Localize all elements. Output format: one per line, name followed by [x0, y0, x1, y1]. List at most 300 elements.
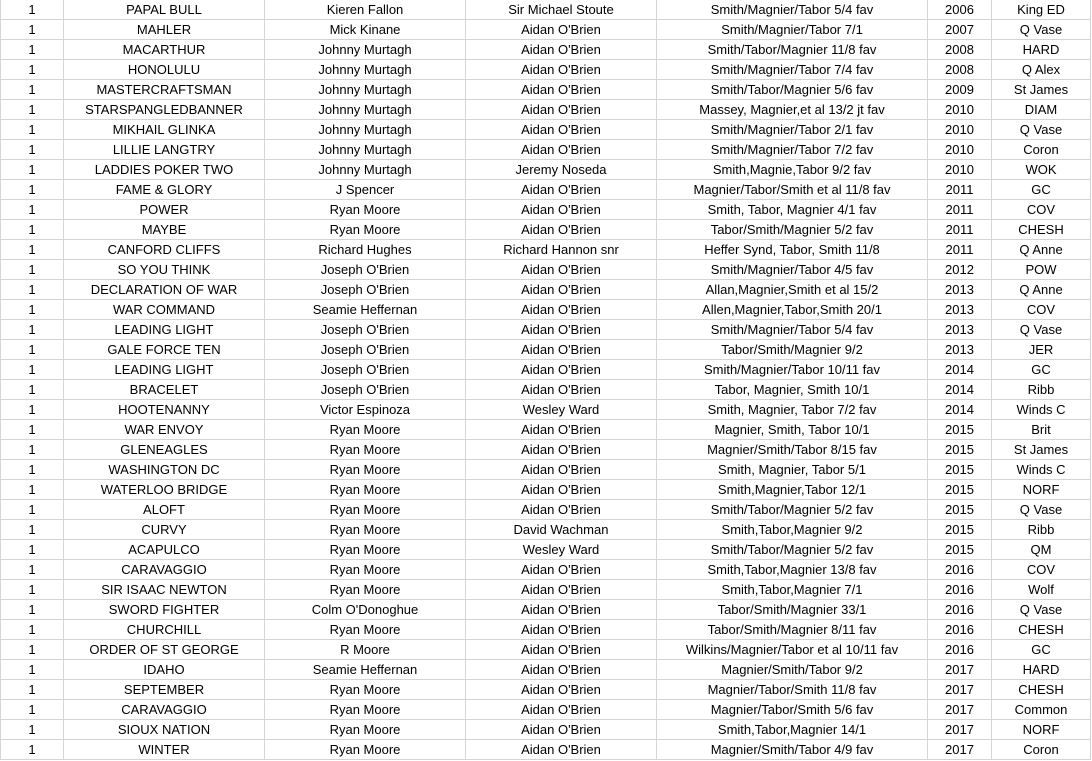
cell-position[interactable]: 1 — [1, 400, 64, 420]
cell-race[interactable]: Winds C — [992, 460, 1091, 480]
cell-trainer[interactable]: Aidan O'Brien — [466, 600, 657, 620]
cell-horse[interactable]: WAR COMMAND — [64, 300, 265, 320]
cell-horse[interactable]: LEADING LIGHT — [64, 360, 265, 380]
cell-race[interactable]: CHESH — [992, 680, 1091, 700]
cell-position[interactable]: 1 — [1, 140, 64, 160]
cell-owners-odds[interactable]: Wilkins/Magnier/Tabor et al 10/11 fav — [657, 640, 928, 660]
cell-trainer[interactable]: Aidan O'Brien — [466, 60, 657, 80]
cell-owners-odds[interactable]: Smith/Tabor/Magnier 5/2 fav — [657, 500, 928, 520]
cell-year[interactable]: 2010 — [928, 100, 992, 120]
cell-race[interactable]: Q Anne — [992, 280, 1091, 300]
cell-trainer[interactable]: Aidan O'Brien — [466, 660, 657, 680]
cell-horse[interactable]: LEADING LIGHT — [64, 320, 265, 340]
table-row — [1, 280, 1091, 300]
table-row — [1, 620, 1091, 640]
cell-year[interactable]: 2013 — [928, 300, 992, 320]
cell-trainer[interactable]: Aidan O'Brien — [466, 560, 657, 580]
cell-owners-odds[interactable]: Tabor/Smith/Magnier 5/2 fav — [657, 220, 928, 240]
cell-owners-odds[interactable]: Magnier/Tabor/Smith 11/8 fav — [657, 680, 928, 700]
cell-trainer[interactable]: David Wachman — [466, 520, 657, 540]
table-row — [1, 320, 1091, 340]
cell-horse[interactable]: FAME & GLORY — [64, 180, 265, 200]
cell-position[interactable]: 1 — [1, 180, 64, 200]
cell-jockey[interactable]: Ryan Moore — [265, 740, 466, 760]
cell-race[interactable]: Q Vase — [992, 600, 1091, 620]
cell-owners-odds[interactable]: Smith,Tabor,Magnier 7/1 — [657, 580, 928, 600]
cell-jockey[interactable]: Ryan Moore — [265, 520, 466, 540]
cell-year[interactable]: 2015 — [928, 500, 992, 520]
cell-position[interactable]: 1 — [1, 500, 64, 520]
table-row — [1, 580, 1091, 600]
cell-position[interactable]: 1 — [1, 660, 64, 680]
cell-horse[interactable]: BRACELET — [64, 380, 265, 400]
cell-jockey[interactable]: Ryan Moore — [265, 680, 466, 700]
cell-jockey[interactable]: Johnny Murtagh — [265, 120, 466, 140]
table-row — [1, 660, 1091, 680]
cell-horse[interactable]: SIOUX NATION — [64, 720, 265, 740]
cell-position[interactable]: 1 — [1, 560, 64, 580]
cell-jockey[interactable]: Ryan Moore — [265, 500, 466, 520]
cell-race[interactable]: Q Vase — [992, 500, 1091, 520]
cell-race[interactable]: Q Vase — [992, 120, 1091, 140]
cell-position[interactable]: 1 — [1, 620, 64, 640]
cell-position[interactable]: 1 — [1, 600, 64, 620]
cell-trainer[interactable]: Aidan O'Brien — [466, 620, 657, 640]
cell-jockey[interactable]: Johnny Murtagh — [265, 140, 466, 160]
cell-year[interactable]: 2013 — [928, 340, 992, 360]
cell-owners-odds[interactable]: Tabor/Smith/Magnier 9/2 — [657, 340, 928, 360]
cell-position[interactable]: 1 — [1, 300, 64, 320]
cell-race[interactable]: COV — [992, 300, 1091, 320]
cell-jockey[interactable]: Ryan Moore — [265, 460, 466, 480]
cell-jockey[interactable]: R Moore — [265, 640, 466, 660]
cell-year[interactable]: 2016 — [928, 560, 992, 580]
cell-trainer[interactable]: Aidan O'Brien — [466, 360, 657, 380]
cell-jockey[interactable]: Ryan Moore — [265, 580, 466, 600]
cell-owners-odds[interactable]: Smith/Magnier/Tabor 5/4 fav — [657, 0, 928, 20]
cell-trainer[interactable]: Aidan O'Brien — [466, 440, 657, 460]
table-row — [1, 700, 1091, 720]
cell-race[interactable]: Coron — [992, 740, 1091, 760]
cell-owners-odds[interactable]: Allen,Magnier,Tabor,Smith 20/1 — [657, 300, 928, 320]
table-row — [1, 460, 1091, 480]
cell-year[interactable]: 2006 — [928, 0, 992, 20]
cell-horse[interactable]: GALE FORCE TEN — [64, 340, 265, 360]
cell-jockey[interactable]: Ryan Moore — [265, 440, 466, 460]
cell-position[interactable]: 1 — [1, 220, 64, 240]
cell-year[interactable]: 2016 — [928, 600, 992, 620]
cell-trainer[interactable]: Aidan O'Brien — [466, 260, 657, 280]
cell-owners-odds[interactable]: Smith/Magnier/Tabor 10/11 fav — [657, 360, 928, 380]
cell-race[interactable]: GC — [992, 360, 1091, 380]
cell-owners-odds[interactable]: Smith,Tabor,Magnier 14/1 — [657, 720, 928, 740]
cell-horse[interactable]: SWORD FIGHTER — [64, 600, 265, 620]
table-row — [1, 20, 1091, 40]
cell-horse[interactable]: SEPTEMBER — [64, 680, 265, 700]
cell-owners-odds[interactable]: Magnier/Tabor/Smith 5/6 fav — [657, 700, 928, 720]
cell-jockey[interactable]: Richard Hughes — [265, 240, 466, 260]
cell-owners-odds[interactable]: Smith,Tabor,Magnier 13/8 fav — [657, 560, 928, 580]
cell-year[interactable]: 2008 — [928, 40, 992, 60]
cell-owners-odds[interactable]: Smith/Magnier/Tabor 5/4 fav — [657, 320, 928, 340]
table-row — [1, 480, 1091, 500]
cell-trainer[interactable]: Aidan O'Brien — [466, 420, 657, 440]
cell-horse[interactable]: WASHINGTON DC — [64, 460, 265, 480]
cell-horse[interactable]: CARAVAGGIO — [64, 700, 265, 720]
cell-position[interactable]: 1 — [1, 720, 64, 740]
cell-race[interactable]: CHESH — [992, 620, 1091, 640]
cell-position[interactable]: 1 — [1, 120, 64, 140]
table-row — [1, 640, 1091, 660]
cell-race[interactable]: Brit — [992, 420, 1091, 440]
cell-horse[interactable]: WATERLOO BRIDGE — [64, 480, 265, 500]
cell-year[interactable]: 2017 — [928, 660, 992, 680]
cell-race[interactable]: St James — [992, 80, 1091, 100]
cell-horse[interactable]: MIKHAIL GLINKA — [64, 120, 265, 140]
cell-race[interactable]: HARD — [992, 40, 1091, 60]
cell-horse[interactable]: ACAPULCO — [64, 540, 265, 560]
cell-year[interactable]: 2016 — [928, 620, 992, 640]
table-row — [1, 200, 1091, 220]
cell-year[interactable]: 2010 — [928, 160, 992, 180]
cell-trainer[interactable]: Sir Michael Stoute — [466, 0, 657, 20]
cell-year[interactable]: 2017 — [928, 680, 992, 700]
cell-position[interactable]: 1 — [1, 260, 64, 280]
cell-race[interactable]: NORF — [992, 480, 1091, 500]
cell-race[interactable]: Q Alex — [992, 60, 1091, 80]
table-row — [1, 260, 1091, 280]
cell-position[interactable]: 1 — [1, 540, 64, 560]
cell-race[interactable]: Winds C — [992, 400, 1091, 420]
cell-race[interactable]: GC — [992, 180, 1091, 200]
cell-owners-odds[interactable]: Smith,Magnie,Tabor 9/2 fav — [657, 160, 928, 180]
table-row — [1, 140, 1091, 160]
cell-horse[interactable]: PAPAL BULL — [64, 0, 265, 20]
cell-trainer[interactable]: Aidan O'Brien — [466, 640, 657, 660]
cell-owners-odds[interactable]: Allan,Magnier,Smith et al 15/2 — [657, 280, 928, 300]
cell-year[interactable]: 2017 — [928, 720, 992, 740]
cell-horse[interactable]: CURVY — [64, 520, 265, 540]
cell-position[interactable]: 1 — [1, 360, 64, 380]
cell-race[interactable]: CHESH — [992, 220, 1091, 240]
cell-position[interactable]: 1 — [1, 420, 64, 440]
cell-year[interactable]: 2017 — [928, 700, 992, 720]
cell-position[interactable]: 1 — [1, 740, 64, 760]
cell-position[interactable]: 1 — [1, 320, 64, 340]
table-row — [1, 60, 1091, 80]
cell-horse[interactable]: POWER — [64, 200, 265, 220]
table-row — [1, 740, 1091, 760]
cell-position[interactable]: 1 — [1, 460, 64, 480]
cell-trainer[interactable]: Aidan O'Brien — [466, 740, 657, 760]
cell-year[interactable]: 2014 — [928, 400, 992, 420]
table-row — [1, 440, 1091, 460]
cell-year[interactable]: 2009 — [928, 80, 992, 100]
cell-trainer[interactable]: Aidan O'Brien — [466, 140, 657, 160]
cell-race[interactable]: JER — [992, 340, 1091, 360]
cell-year[interactable]: 2015 — [928, 480, 992, 500]
cell-owners-odds[interactable]: Tabor/Smith/Magnier 8/11 fav — [657, 620, 928, 640]
cell-jockey[interactable]: Johnny Murtagh — [265, 80, 466, 100]
cell-position[interactable]: 1 — [1, 680, 64, 700]
cell-race[interactable]: QM — [992, 540, 1091, 560]
cell-position[interactable]: 1 — [1, 0, 64, 20]
cell-jockey[interactable]: Ryan Moore — [265, 540, 466, 560]
table-row — [1, 420, 1091, 440]
cell-race[interactable]: POW — [992, 260, 1091, 280]
cell-horse[interactable]: SIR ISAAC NEWTON — [64, 580, 265, 600]
cell-position[interactable]: 1 — [1, 640, 64, 660]
cell-horse[interactable]: WAR ENVOY — [64, 420, 265, 440]
cell-jockey[interactable]: Joseph O'Brien — [265, 260, 466, 280]
cell-trainer[interactable]: Aidan O'Brien — [466, 300, 657, 320]
cell-jockey[interactable]: Ryan Moore — [265, 720, 466, 740]
table-row — [1, 380, 1091, 400]
cell-trainer[interactable]: Wesley Ward — [466, 400, 657, 420]
cell-trainer[interactable]: Aidan O'Brien — [466, 40, 657, 60]
cell-horse[interactable]: WINTER — [64, 740, 265, 760]
cell-position[interactable]: 1 — [1, 520, 64, 540]
cell-jockey[interactable]: Johnny Murtagh — [265, 160, 466, 180]
cell-race[interactable]: St James — [992, 440, 1091, 460]
cell-year[interactable]: 2007 — [928, 20, 992, 40]
cell-trainer[interactable]: Aidan O'Brien — [466, 320, 657, 340]
cell-jockey[interactable]: Ryan Moore — [265, 200, 466, 220]
cell-jockey[interactable]: Joseph O'Brien — [265, 360, 466, 380]
cell-jockey[interactable]: Johnny Murtagh — [265, 60, 466, 80]
table-row — [1, 120, 1091, 140]
cell-race[interactable]: Coron — [992, 140, 1091, 160]
cell-race[interactable]: HARD — [992, 660, 1091, 680]
cell-year[interactable]: 2011 — [928, 180, 992, 200]
cell-year[interactable]: 2016 — [928, 580, 992, 600]
cell-owners-odds[interactable]: Magnier/Smith/Tabor 8/15 fav — [657, 440, 928, 460]
cell-jockey[interactable]: Ryan Moore — [265, 480, 466, 500]
cell-position[interactable]: 1 — [1, 200, 64, 220]
cell-jockey[interactable]: Joseph O'Brien — [265, 340, 466, 360]
cell-race[interactable]: King ED — [992, 0, 1091, 20]
cell-jockey[interactable]: Joseph O'Brien — [265, 380, 466, 400]
cell-jockey[interactable]: Johnny Murtagh — [265, 100, 466, 120]
cell-year[interactable]: 2015 — [928, 520, 992, 540]
cell-trainer[interactable]: Aidan O'Brien — [466, 720, 657, 740]
cell-year[interactable]: 2015 — [928, 440, 992, 460]
cell-jockey[interactable]: Seamie Heffernan — [265, 660, 466, 680]
cell-horse[interactable]: HONOLULU — [64, 60, 265, 80]
cell-position[interactable]: 1 — [1, 280, 64, 300]
cell-owners-odds[interactable]: Magnier, Smith, Tabor 10/1 — [657, 420, 928, 440]
cell-owners-odds[interactable]: Magnier/Tabor/Smith et al 11/8 fav — [657, 180, 928, 200]
cell-owners-odds[interactable]: Smith/Tabor/Magnier 5/2 fav — [657, 540, 928, 560]
cell-position[interactable]: 1 — [1, 20, 64, 40]
cell-year[interactable]: 2012 — [928, 260, 992, 280]
cell-year[interactable]: 2015 — [928, 460, 992, 480]
cell-trainer[interactable]: Aidan O'Brien — [466, 580, 657, 600]
cell-position[interactable]: 1 — [1, 40, 64, 60]
cell-trainer[interactable]: Aidan O'Brien — [466, 80, 657, 100]
cell-year[interactable]: 2010 — [928, 140, 992, 160]
cell-race[interactable]: COV — [992, 560, 1091, 580]
cell-horse[interactable]: DECLARATION OF WAR — [64, 280, 265, 300]
cell-horse[interactable]: ALOFT — [64, 500, 265, 520]
cell-horse[interactable]: MACARTHUR — [64, 40, 265, 60]
cell-owners-odds[interactable]: Magnier/Smith/Tabor 4/9 fav — [657, 740, 928, 760]
cell-trainer[interactable]: Aidan O'Brien — [466, 700, 657, 720]
cell-race[interactable]: Ribb — [992, 520, 1091, 540]
cell-owners-odds[interactable]: Smith/Magnier/Tabor 2/1 fav — [657, 120, 928, 140]
cell-horse[interactable]: LADDIES POKER TWO — [64, 160, 265, 180]
cell-race[interactable]: Q Vase — [992, 20, 1091, 40]
table-row — [1, 0, 1091, 20]
cell-position[interactable]: 1 — [1, 80, 64, 100]
cell-trainer[interactable]: Aidan O'Brien — [466, 120, 657, 140]
cell-owners-odds[interactable]: Smith/Tabor/Magnier 5/6 fav — [657, 80, 928, 100]
cell-race[interactable]: Q Anne — [992, 240, 1091, 260]
cell-jockey[interactable]: Ryan Moore — [265, 700, 466, 720]
cell-owners-odds[interactable]: Smith/Magnier/Tabor 7/2 fav — [657, 140, 928, 160]
cell-owners-odds[interactable]: Tabor/Smith/Magnier 33/1 — [657, 600, 928, 620]
cell-trainer[interactable]: Jeremy Noseda — [466, 160, 657, 180]
cell-trainer[interactable]: Aidan O'Brien — [466, 480, 657, 500]
cell-jockey[interactable]: Ryan Moore — [265, 620, 466, 640]
table-row — [1, 40, 1091, 60]
cell-year[interactable]: 2017 — [928, 740, 992, 760]
cell-jockey[interactable]: Kieren Fallon — [265, 0, 466, 20]
cell-jockey[interactable]: Mick Kinane — [265, 20, 466, 40]
cell-jockey[interactable]: Joseph O'Brien — [265, 320, 466, 340]
cell-trainer[interactable]: Wesley Ward — [466, 540, 657, 560]
cell-jockey[interactable]: Ryan Moore — [265, 560, 466, 580]
cell-race[interactable]: DIAM — [992, 100, 1091, 120]
cell-jockey[interactable]: Johnny Murtagh — [265, 40, 466, 60]
cell-jockey[interactable]: Seamie Heffernan — [265, 300, 466, 320]
cell-jockey[interactable]: J Spencer — [265, 180, 466, 200]
table-row — [1, 720, 1091, 740]
cell-race[interactable]: NORF — [992, 720, 1091, 740]
cell-race[interactable]: GC — [992, 640, 1091, 660]
cell-trainer[interactable]: Aidan O'Brien — [466, 280, 657, 300]
cell-year[interactable]: 2013 — [928, 280, 992, 300]
cell-horse[interactable]: MASTERCRAFTSMAN — [64, 80, 265, 100]
cell-trainer[interactable]: Aidan O'Brien — [466, 220, 657, 240]
cell-horse[interactable]: MAHLER — [64, 20, 265, 40]
cell-position[interactable]: 1 — [1, 480, 64, 500]
cell-jockey[interactable]: Victor Espinoza — [265, 400, 466, 420]
cell-jockey[interactable]: Joseph O'Brien — [265, 280, 466, 300]
cell-year[interactable]: 2010 — [928, 120, 992, 140]
cell-year[interactable]: 2013 — [928, 320, 992, 340]
cell-trainer[interactable]: Aidan O'Brien — [466, 340, 657, 360]
cell-owners-odds[interactable]: Massey, Magnier,et al 13/2 jt fav — [657, 100, 928, 120]
table-row — [1, 680, 1091, 700]
cell-owners-odds[interactable]: Tabor, Magnier, Smith 10/1 — [657, 380, 928, 400]
cell-jockey[interactable]: Ryan Moore — [265, 420, 466, 440]
cell-year[interactable]: 2011 — [928, 240, 992, 260]
cell-trainer[interactable]: Aidan O'Brien — [466, 680, 657, 700]
cell-year[interactable]: 2015 — [928, 420, 992, 440]
cell-year[interactable]: 2014 — [928, 380, 992, 400]
cell-horse[interactable]: IDAHO — [64, 660, 265, 680]
cell-trainer[interactable]: Aidan O'Brien — [466, 460, 657, 480]
cell-horse[interactable]: CARAVAGGIO — [64, 560, 265, 580]
table-row — [1, 340, 1091, 360]
cell-year[interactable]: 2016 — [928, 640, 992, 660]
cell-race[interactable]: Wolf — [992, 580, 1091, 600]
cell-trainer[interactable]: Aidan O'Brien — [466, 500, 657, 520]
cell-jockey[interactable]: Colm O'Donoghue — [265, 600, 466, 620]
cell-horse[interactable]: HOOTENANNY — [64, 400, 265, 420]
cell-owners-odds[interactable]: Magnier/Smith/Tabor 9/2 — [657, 660, 928, 680]
cell-trainer[interactable]: Aidan O'Brien — [466, 200, 657, 220]
cell-owners-odds[interactable]: Smith/Tabor/Magnier 11/8 fav — [657, 40, 928, 60]
cell-horse[interactable]: SO YOU THINK — [64, 260, 265, 280]
table-row — [1, 400, 1091, 420]
cell-position[interactable]: 1 — [1, 240, 64, 260]
cell-position[interactable]: 1 — [1, 380, 64, 400]
cell-horse[interactable]: ORDER OF ST GEORGE — [64, 640, 265, 660]
cell-trainer[interactable]: Richard Hannon snr — [466, 240, 657, 260]
table-row — [1, 560, 1091, 580]
cell-owners-odds[interactable]: Heffer Synd, Tabor, Smith 11/8 — [657, 240, 928, 260]
cell-year[interactable]: 2011 — [928, 220, 992, 240]
cell-year[interactable]: 2011 — [928, 200, 992, 220]
table-row — [1, 160, 1091, 180]
table-row — [1, 240, 1091, 260]
table-row — [1, 600, 1091, 620]
cell-trainer[interactable]: Aidan O'Brien — [466, 180, 657, 200]
table-row — [1, 540, 1091, 560]
cell-race[interactable]: COV — [992, 200, 1091, 220]
table-row — [1, 80, 1091, 100]
cell-year[interactable]: 2015 — [928, 540, 992, 560]
cell-horse[interactable]: GLENEAGLES — [64, 440, 265, 460]
cell-year[interactable]: 2014 — [928, 360, 992, 380]
cell-trainer[interactable]: Aidan O'Brien — [466, 100, 657, 120]
cell-trainer[interactable]: Aidan O'Brien — [466, 20, 657, 40]
cell-position[interactable]: 1 — [1, 440, 64, 460]
cell-owners-odds[interactable]: Smith/Magnier/Tabor 4/5 fav — [657, 260, 928, 280]
table-row — [1, 500, 1091, 520]
table-row — [1, 520, 1091, 540]
cell-owners-odds[interactable]: Smith, Magnier, Tabor 7/2 fav — [657, 400, 928, 420]
cell-race[interactable]: Q Vase — [992, 320, 1091, 340]
cell-jockey[interactable]: Ryan Moore — [265, 220, 466, 240]
cell-horse[interactable]: MAYBE — [64, 220, 265, 240]
table-row — [1, 360, 1091, 380]
cell-horse[interactable]: LILLIE LANGTRY — [64, 140, 265, 160]
cell-owners-odds[interactable]: Smith,Magnier,Tabor 12/1 — [657, 480, 928, 500]
cell-horse[interactable]: CANFORD CLIFFS — [64, 240, 265, 260]
cell-owners-odds[interactable]: Smith/Magnier/Tabor 7/4 fav — [657, 60, 928, 80]
cell-position[interactable]: 1 — [1, 60, 64, 80]
cell-horse[interactable]: CHURCHILL — [64, 620, 265, 640]
cell-trainer[interactable]: Aidan O'Brien — [466, 380, 657, 400]
cell-horse[interactable]: STARSPANGLEDBANNER — [64, 100, 265, 120]
cell-position[interactable]: 1 — [1, 160, 64, 180]
cell-race[interactable]: Common — [992, 700, 1091, 720]
cell-owners-odds[interactable]: Smith, Magnier, Tabor 5/1 — [657, 460, 928, 480]
cell-race[interactable]: Ribb — [992, 380, 1091, 400]
cell-position[interactable]: 1 — [1, 700, 64, 720]
cell-position[interactable]: 1 — [1, 580, 64, 600]
cell-owners-odds[interactable]: Smith, Tabor, Magnier 4/1 fav — [657, 200, 928, 220]
cell-position[interactable]: 1 — [1, 340, 64, 360]
cell-position[interactable]: 1 — [1, 100, 64, 120]
cell-race[interactable]: WOK — [992, 160, 1091, 180]
cell-owners-odds[interactable]: Smith/Magnier/Tabor 7/1 — [657, 20, 928, 40]
cell-year[interactable]: 2008 — [928, 60, 992, 80]
cell-owners-odds[interactable]: Smith,Tabor,Magnier 9/2 — [657, 520, 928, 540]
